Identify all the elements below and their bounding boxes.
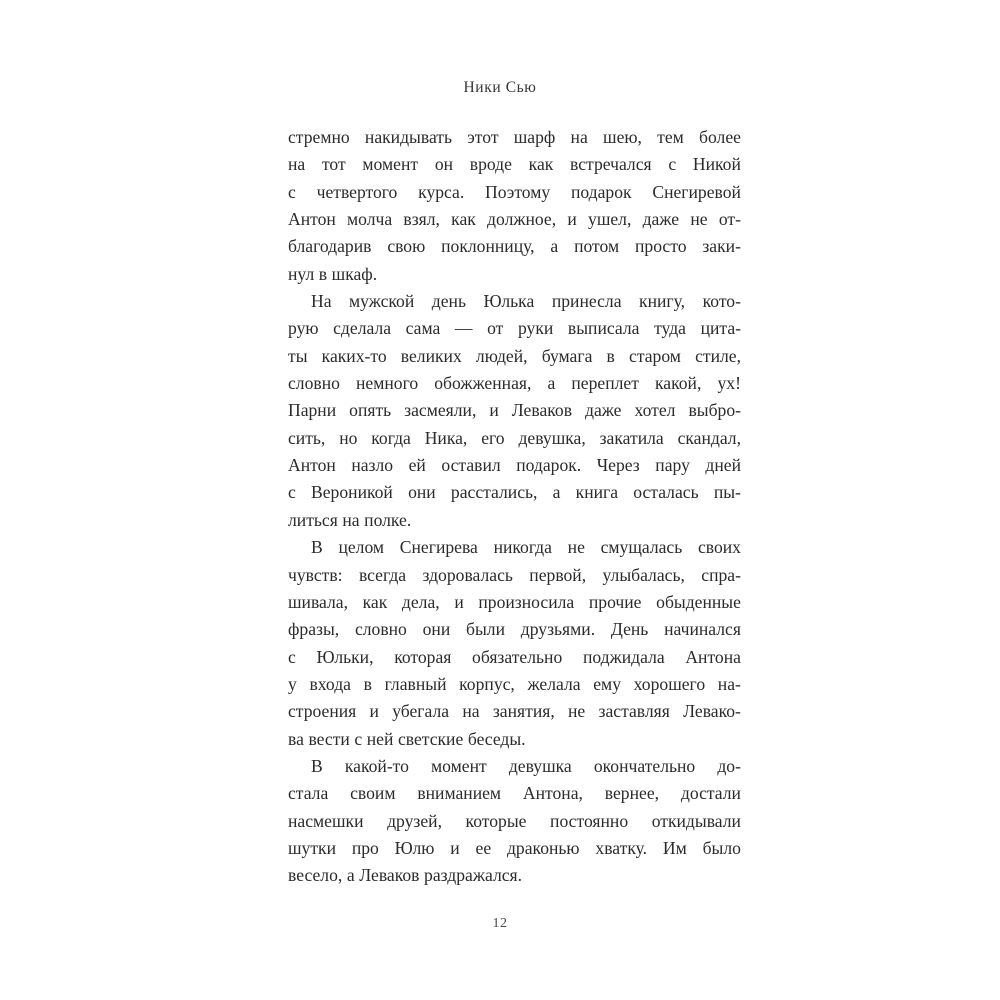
text-line: шивала, как дела, и произносила прочие обыденные: [288, 591, 741, 612]
text-column: [288, 124, 741, 890]
text-line: на тот момент он вроде как встречался с Никой: [288, 154, 741, 175]
paragraph: [288, 753, 741, 890]
text-line: рую сделала сама — от руки выписала туда цита-: [288, 318, 741, 339]
text-line: благодарив свою поклонницу, а потом просто заки-: [288, 236, 741, 257]
text-line: стала своим вниманием Антона, вернее, достали: [288, 783, 741, 804]
text-line: В какой-то момент девушка окончательно до-: [311, 755, 741, 776]
text-line: На мужской день Юлька принесла книгу, кото-: [311, 291, 741, 312]
text-line: Парни опять засмеяли, и Леваков даже хотел выбро-: [288, 400, 741, 421]
text-line: ва вести с ней светские беседы.: [288, 728, 526, 749]
paragraph: [288, 534, 741, 753]
text-line: литься на полке.: [288, 509, 412, 530]
text-line: В целом Снегирева никогда не смущалась своих: [311, 537, 741, 558]
text-line: чувств: всегда здоровалась первой, улыбалась, спра-: [288, 564, 741, 585]
running-head: Ники Сью: [463, 79, 537, 96]
paragraph: [288, 288, 741, 534]
text-line: фразы, словно они были друзьями. День начинался: [288, 619, 741, 640]
text-line: Антон назло ей оставил подарок. Через пару дней: [288, 455, 741, 476]
text-line: с Вероникой они расстались, а книга осталась пы-: [288, 482, 741, 503]
text-line: весело, а Леваков раздражался.: [288, 865, 523, 886]
text-line: с четвертого курса. Поэтому подарок Снегиревой: [288, 181, 741, 202]
paragraph: [288, 124, 741, 288]
text-line: сить, но когда Ника, его девушка, закатила скандал,: [288, 427, 741, 448]
text-line: с Юльки, которая обязательно поджидала Антона: [288, 646, 741, 667]
text-line: стремно накидывать этот шарф на шею, тем более: [288, 127, 741, 147]
text-line: ты каких-то великих людей, бумага в старом стиле,: [288, 345, 741, 366]
text-line: Антон молча взял, как должное, и ушел, даже не от-: [288, 209, 741, 230]
text-line: строения и убегала на занятия, не заставляя Левако-: [288, 701, 741, 722]
text-line: нул в шкаф.: [288, 263, 378, 284]
text-line: у входа в главный корпус, желала ему хорошего на-: [288, 673, 741, 694]
text-line: насмешки друзей, которые постоянно откидывали: [288, 810, 741, 831]
text-line: шутки про Юлю и ее драконью хватку. Им было: [288, 837, 741, 858]
text-line: словно немного обожженная, а переплет какой, ух!: [288, 373, 741, 394]
page-number: 12: [492, 916, 508, 931]
